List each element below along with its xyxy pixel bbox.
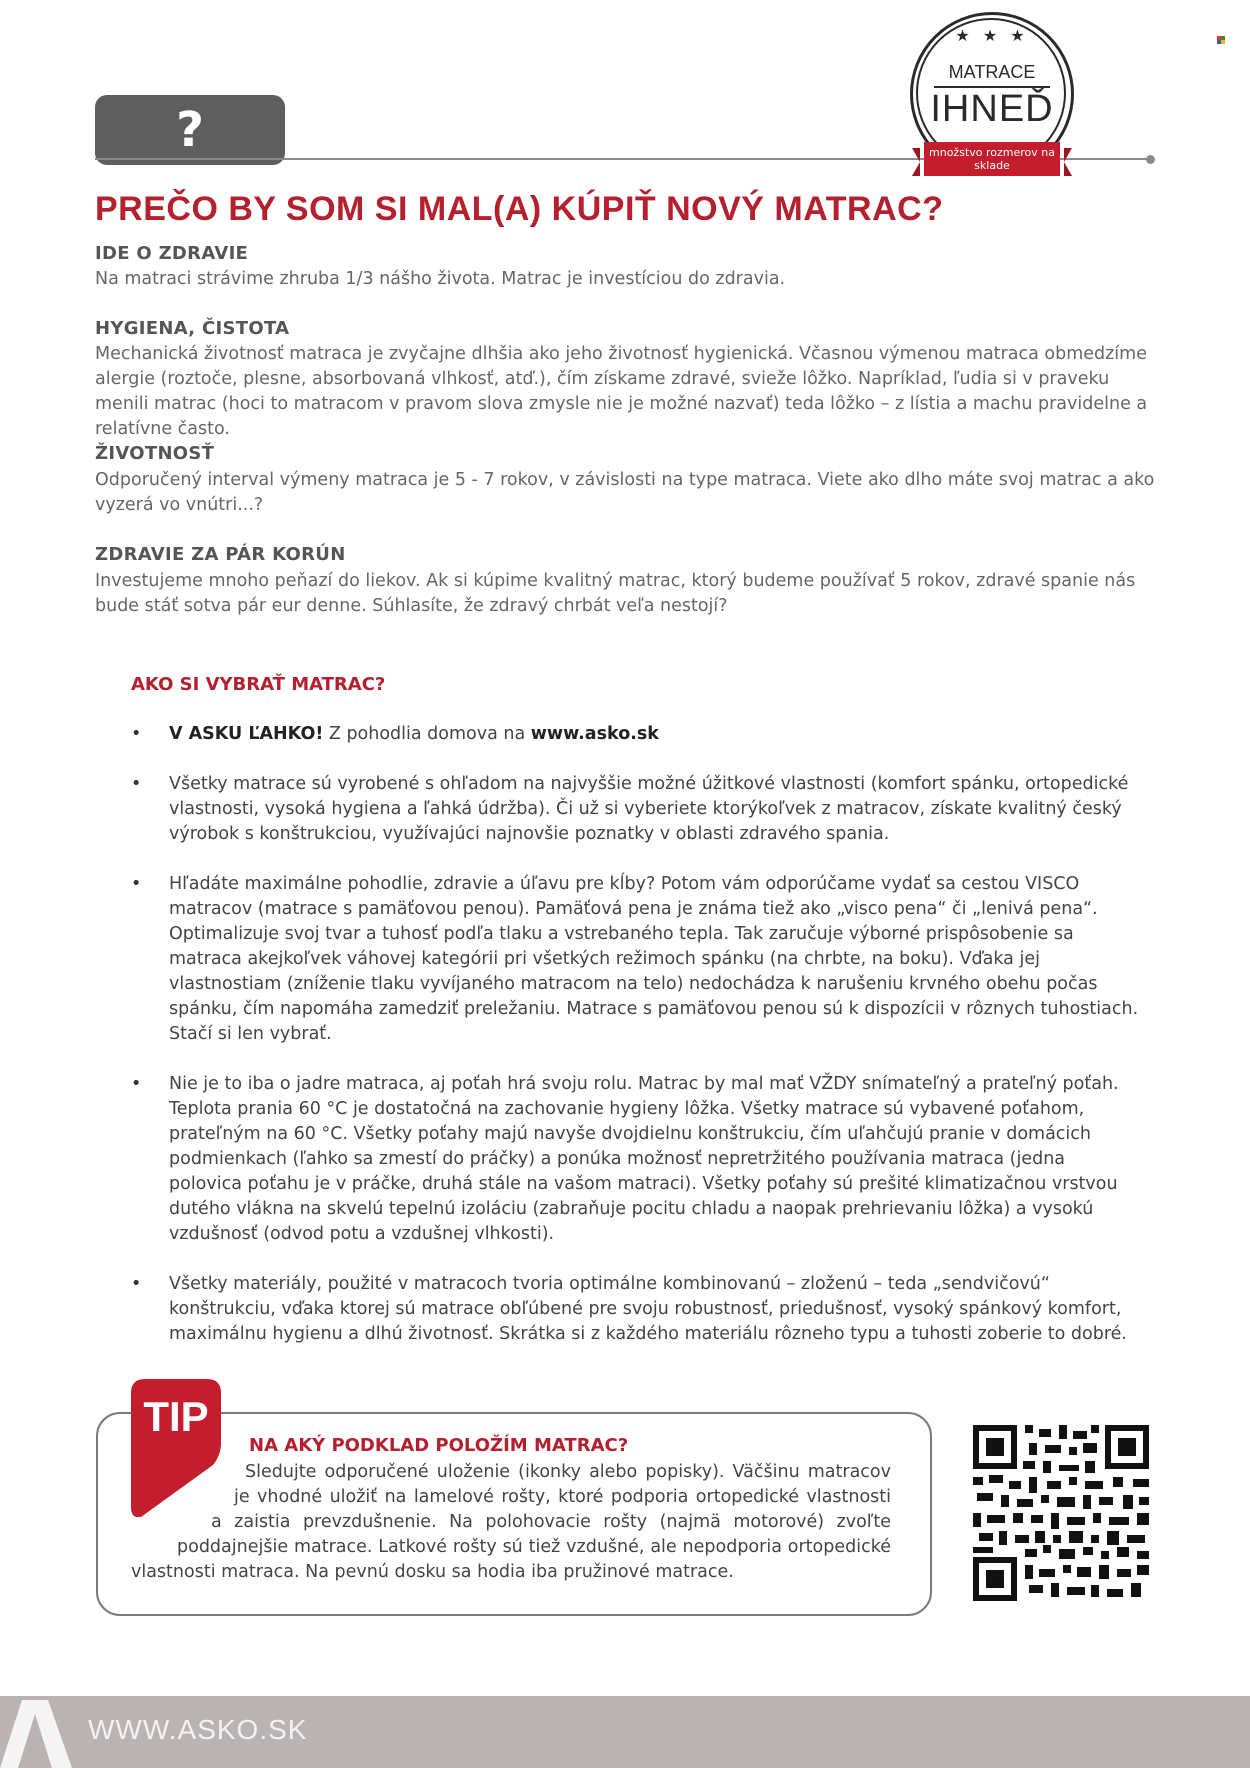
- asko-logo-icon: [0, 1700, 72, 1768]
- tip-line-1: Sledujte odporučené uloženie (ikonky alebo popisky). Väčšinu matracov: [245, 1462, 891, 1482]
- tip-flag-icon: [131, 1379, 221, 1517]
- header-divider-dot: [1146, 155, 1155, 164]
- list-item: • Všetky matrace sú vyrobené s ohľadom na najvyššie možné úžitkové vlastnosti (komfort spánku, ortopedické vlastnosti, vysoká hygiena a ľahká údržba). Či už si vyberiete ktorýkoľvek z matracov, získate kvalitný český výrobok s konštrukciou, využívajúci najnovšie poznatky v oblasti zdravého spania.: [131, 772, 1139, 847]
- list-item: • Všetky materiály, použité v matracoch tvoria optimálne kombinovanú – zloženú – teda „sendvičovú“ konštrukciu, vďaka ktorej sú matrace obľúbené pre svoju robustnosť, priedušnosť, vysoký spánkový komfort, maximálnu hygienu a dlhú životnosť. Skrátka si z každého materiálu rôzneho typu a tuhosti zoberie to dobré.: [131, 1272, 1139, 1347]
- badge-line2: IHNEĎ: [930, 88, 1054, 130]
- tip-line-3: a zaistia prevzdušnenie. Na polohovacie rošty (najmä motorové) zvoľte: [211, 1512, 891, 1532]
- badge-stars-icon: ★ ★ ★: [955, 26, 1029, 45]
- tip-line-2: je vhodné uložiť na lamelové rošty, ktoré podporia ortopedické vlastnosti: [234, 1487, 891, 1507]
- section-text-hygiena: Mechanická životnosť matraca je zvyčajne dlhšia ako jeho životnosť hygienická. Včasnou výmenou matraca obmedzíme alergie (roztoče, plesne, absorbovaná vlhkosť, atď.), čím získame zdravé, svieže lôžko. Napríklad, ľudia si v praveku menili matrac (hoci to matracom v pravom slova zmysle nie je možné nazvať) teda lôžko – z lístia a machu pravidelne a relatívne často.: [95, 344, 1148, 439]
- list-item: • Hľadáte maximálne pohodlie, zdravie a úľavu pre kĺby? Potom vám odporúčame vydať sa cestou VISCO matracov (matrace s pamäťovou penou). Pamäťová pena je známa tiež ako „visco pena“ či „lenivá pena“. Optimalizuje svoj tvar a tuhosť podľa tlaku a vstrebaného tepla. Tak zaručuje výborné prispôsobenie sa matraca akejkoľvek váhovej kategórii pri všetkých režimoch spánku (na chrbte, na boku). Vďaka jej vlastnostiam (zníženie tlaku vyvíjaného matracom na telo) nedochádza k narušeniu krvného obehu počas spánku, čím napomáha zamedziť preležaniu. Matrace s pamäťovou penou sú k dispozícii v rôznych tuhostiach. Stačí si len vybrať.: [131, 872, 1139, 1047]
- list-item: • V ASKU ĽAHKO! Z pohodlia domova na www.asko.sk: [131, 722, 1139, 747]
- list-item: • Nie je to iba o jadre matraca, aj poťah hrá svoju rolu. Matrac by mal mať VŽDY snímateľný a prateľný poťah. Teplota prania 60 °C je dostatočná na zachovanie hygieny lôžka. Všetky matrace sú vybavené poťahom, prateľným na 60 °C. Všetky poťahy majú navyše dvojdielnu konštrukciu, čím uľahčujú pranie v domácich podmienkach (ľahko sa zmestí do práčky) a ponúka možnosť nepretržitého používania matraca (jedna polovica poťahu je v práčke, druhá stále na vašom matraci). Všetky poťahy sú prešité klimatizačnou vrstvou dutého vlákna na skvelú tepelnú izoláciu (zabraňuje pocitu chladu a naopak prehrievaniu lôžka) a vysokú vzdušnosť (odvod potu a vzdušnej vlhkosti).: [131, 1072, 1139, 1247]
- qr-code-icon[interactable]: [973, 1425, 1149, 1601]
- question-box: [95, 95, 285, 165]
- section-heading-zdravie: IDE O ZDRAVIE: [95, 243, 249, 264]
- tip-line-4: poddajnejšie matrace. Latkové rošty sú tiež vzdušné, ale nepodporia ortopedické: [177, 1537, 891, 1557]
- choose-bullet-list: [131, 722, 1139, 1372]
- section-text-korun: Investujeme mnoho peňazí do liekov. Ak si kúpime kvalitný matrac, ktorý budeme používať 5 rokov, zdravé spanie nás bude stáť sotva pár eur denne. Súhlasíte, že zdravý chrbát veľa nestojí?: [95, 571, 1136, 616]
- section-heading-hygiena: HYGIENA, ČISTOTA: [95, 318, 290, 339]
- asko-easy-label: V ASKU ĽAHKO!: [169, 724, 324, 744]
- section-heading-zivotnost: ŽIVOTNOSŤ: [95, 443, 215, 464]
- tip-line-5: vlastnosti matraca. Na pevnú dosku sa hodia iba pružinové matrace.: [131, 1562, 734, 1582]
- section-text-zdravie: Na matraci strávime zhruba 1/3 nášho života. Matrac je investíciou do zdravia.: [95, 269, 786, 289]
- question-mark: ?: [176, 102, 204, 158]
- badge-ribbon: množstvo rozmerov na sklade: [924, 142, 1060, 176]
- matrace-ihned-badge: [910, 12, 1074, 176]
- footer-url[interactable]: WWW.ASKO.SK: [88, 1714, 308, 1745]
- tip-heading: NA AKÝ PODKLAD POLOŽÍM MATRAC?: [249, 1435, 629, 1456]
- asko-link[interactable]: www.asko.sk: [530, 724, 659, 744]
- badge-line1: MATRACE: [948, 62, 1036, 82]
- page-title: PREČO BY SOM SI MAL(A) KÚPIŤ NOVÝ MATRAC?: [95, 190, 944, 228]
- section-text-zivotnost: Odporučený interval výmeny matraca je 5 - 7 rokov, v závislosti na type matraca. Viete ako dlho máte svoj matrac a ako vyzerá vo vnútri...?: [95, 470, 1155, 515]
- choose-heading: AKO SI VYBRAŤ MATRAC?: [131, 674, 386, 695]
- tip-badge-text: TIP: [143, 1393, 209, 1440]
- section-heading-korun: ZDRAVIE ZA PÁR KORÚN: [95, 544, 346, 565]
- corner-logo-icon: [1217, 36, 1226, 44]
